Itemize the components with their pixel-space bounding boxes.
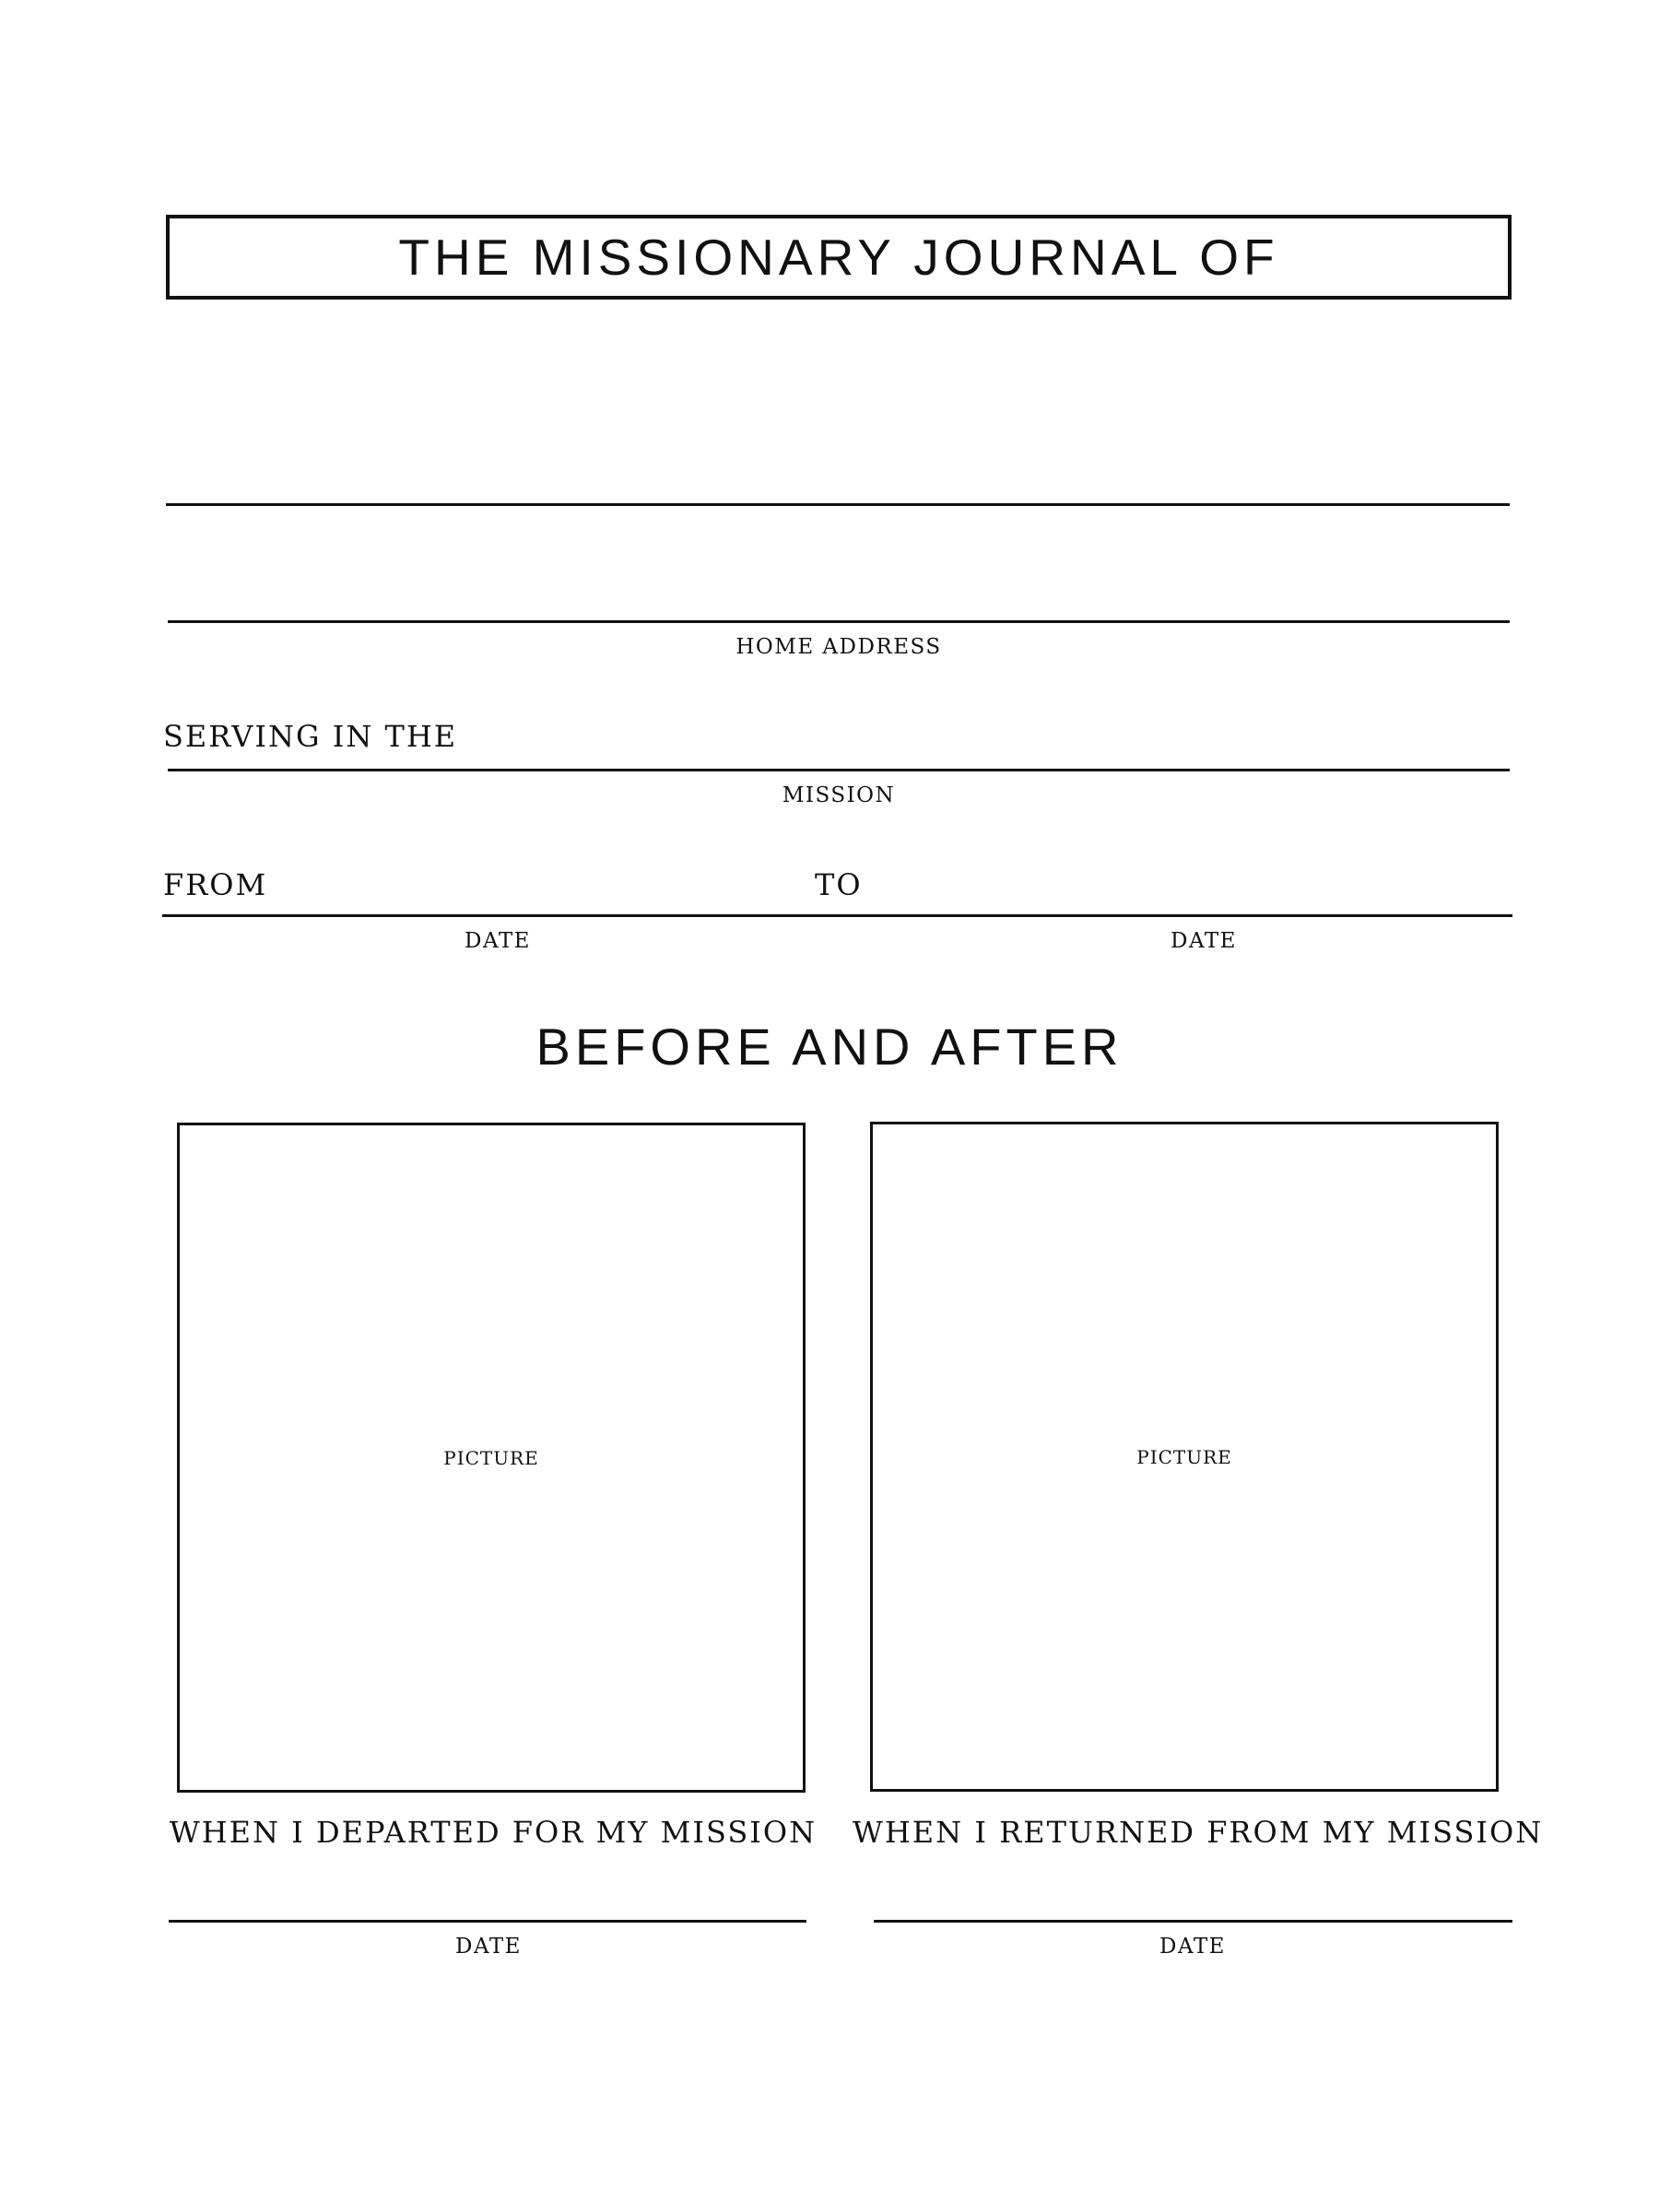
- picture-before-label: PICTURE: [443, 1446, 539, 1469]
- returned-caption: WHEN I RETURNED FROM MY MISSION: [853, 1815, 1544, 1850]
- picture-after-box[interactable]: [870, 1122, 1499, 1792]
- returned-date-line[interactable]: [874, 1920, 1512, 1923]
- from-label: FROM: [163, 867, 268, 902]
- mission-line[interactable]: [168, 769, 1510, 771]
- departed-caption: WHEN I DEPARTED FOR MY MISSION: [169, 1815, 818, 1850]
- picture-after-label: PICTURE: [1136, 1445, 1232, 1468]
- title-box: [166, 215, 1512, 300]
- departed-date-line[interactable]: [169, 1920, 806, 1923]
- departed-date-label: DATE: [455, 1935, 522, 1959]
- serving-label: SERVING IN THE: [163, 719, 458, 754]
- from-to-line[interactable]: [162, 914, 1512, 917]
- name-line[interactable]: [166, 503, 1510, 506]
- before-after-title: BEFORE AND AFTER: [535, 1018, 1124, 1076]
- to-label: TO: [815, 867, 863, 902]
- home-address-label: HOME ADDRESS: [735, 635, 942, 659]
- picture-before-box[interactable]: [177, 1123, 806, 1793]
- home-address-line[interactable]: [168, 620, 1510, 623]
- returned-date-label: DATE: [1159, 1935, 1226, 1959]
- to-date-label: DATE: [1171, 929, 1237, 953]
- from-date-label: DATE: [465, 929, 531, 953]
- mission-label: MISSION: [782, 783, 896, 807]
- page-title: THE MISSIONARY JOURNAL OF: [398, 229, 1279, 286]
